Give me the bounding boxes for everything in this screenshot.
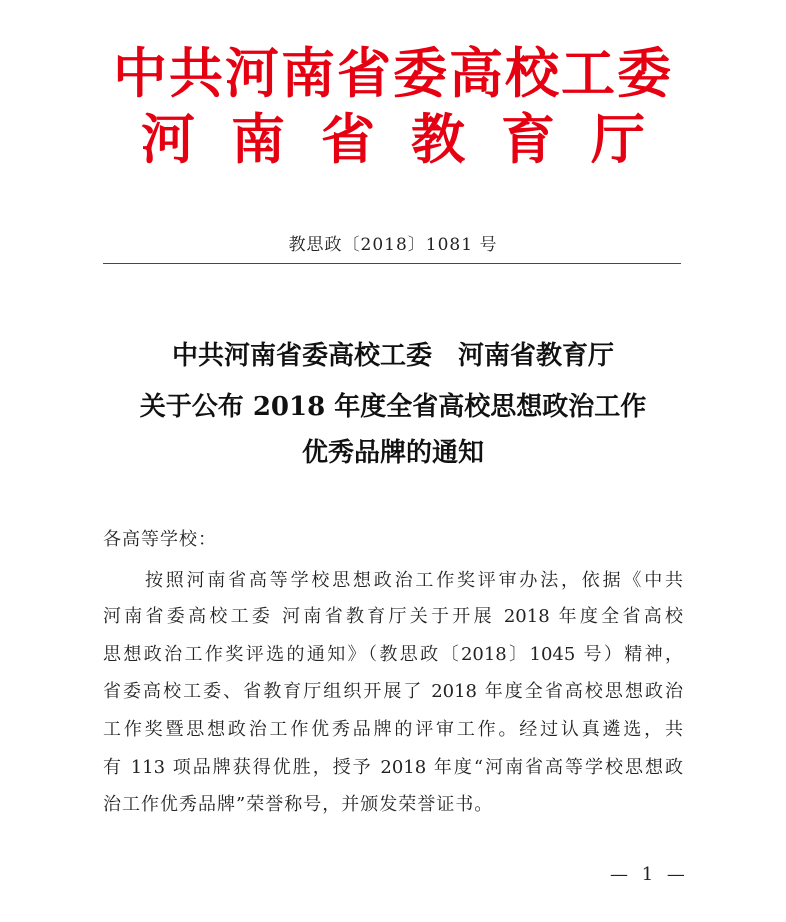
issuer-header-line-1: 中共河南省委高校工委 <box>113 41 673 105</box>
body-line: 思想政治工作奖评选的通知》（教思政〔2018〕1045 号）精神， <box>103 644 683 665</box>
title-line-3: 优秀品牌的通知 <box>301 438 484 468</box>
issuer-header-line-2: 河南省教育厅 <box>141 107 681 171</box>
body-line: 按照河南省高等学校思想政治工作奖评审办法，依据《中共 <box>145 570 683 591</box>
red-separator-line <box>103 263 681 264</box>
title-line-1 <box>0 343 786 369</box>
title-line-2: 关于公布 2018 年度全省高校思想政治工作 <box>139 392 647 422</box>
title-line-1-issuer-b: 河南省教育厅 <box>458 341 615 371</box>
body-line: 河南省委高校工委 河南省教育厅关于开展 2018 年度全省高校 <box>103 606 683 627</box>
document-number: 教思政〔2018〕1081 号 <box>288 235 498 255</box>
body-line: 有 113 项品牌获得优胜，授予 2018 年度“河南省高等学校思想政 <box>103 757 683 778</box>
page-number: — 1 — <box>610 864 689 885</box>
body-line: 治工作优秀品牌”荣誉称号，并颁发荣誉证书。 <box>103 794 494 815</box>
body-line: 省委高校工委、省教育厅组织开展了 2018 年度全省高校思想政治 <box>103 681 683 702</box>
body-line: 工作奖暨思想政治工作优秀品牌的评审工作。经过认真遴选，共 <box>103 719 683 740</box>
salutation: 各高等学校： <box>103 529 217 550</box>
title-line-1-issuer-a: 中共河南省委高校工委 <box>171 341 432 371</box>
